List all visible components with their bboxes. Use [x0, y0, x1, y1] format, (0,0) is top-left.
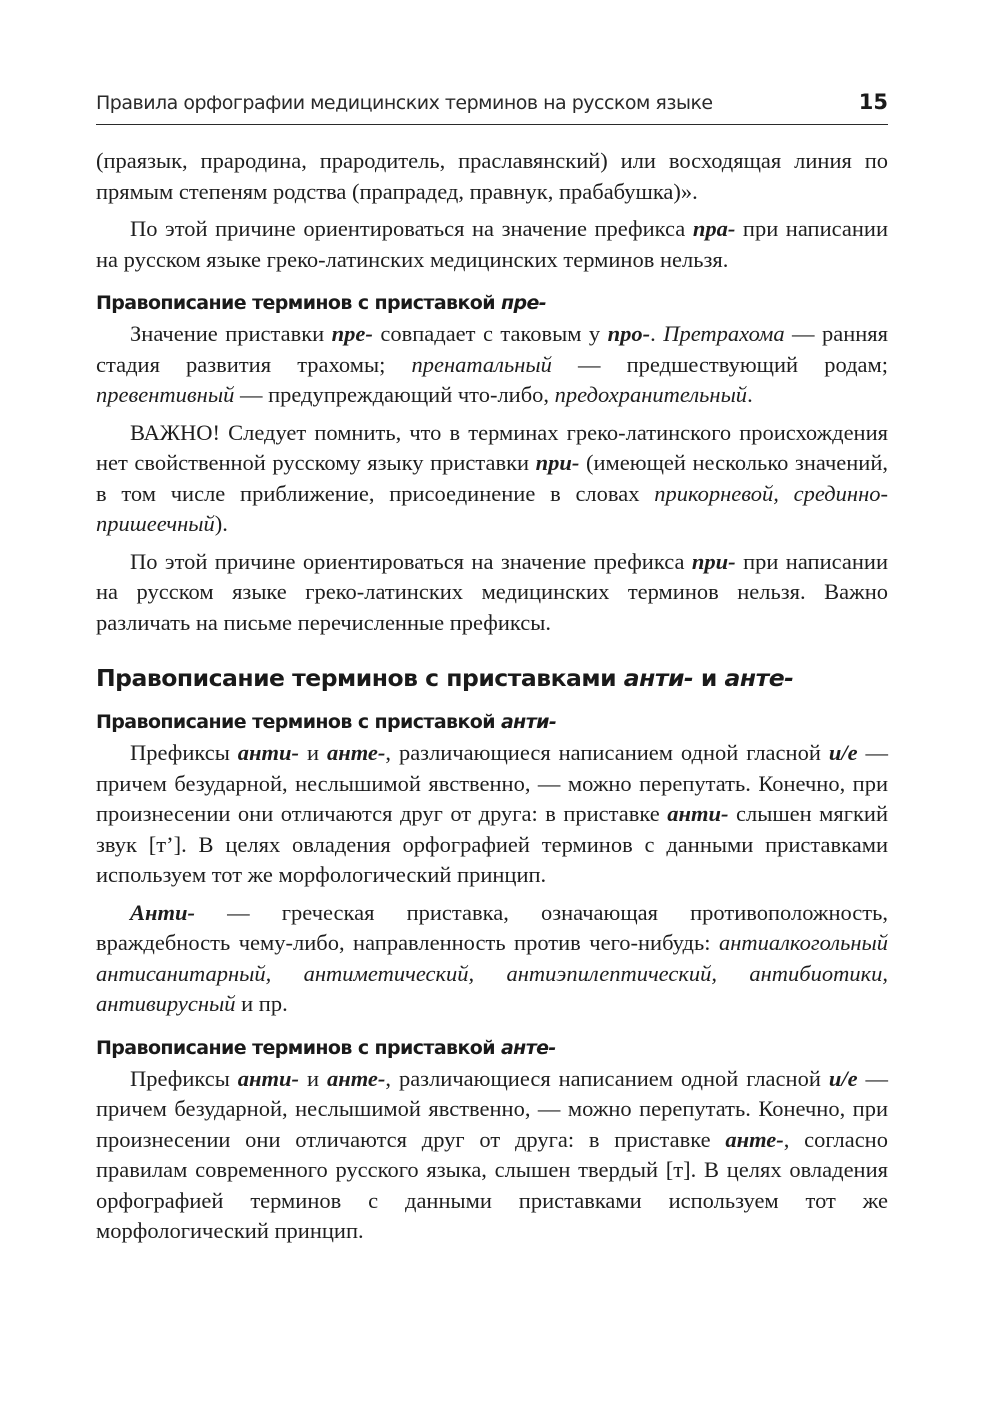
example-terms: антиалкогольный антисанитарный, антиметический, антиэпилептический, антибиотики, антивирусный [96, 930, 888, 1016]
page-number: 15 [858, 90, 888, 114]
subheading-pre: Правописание терминов с приставкой пре- [96, 292, 547, 314]
prefix-term: анти- [667, 801, 729, 826]
prefix-term: анти- [237, 740, 300, 765]
example-term: Претрахома [663, 321, 785, 346]
prefix-term: анте- [725, 1126, 784, 1152]
section-heading-anti-ante: Правописание терминов с приставками анти- и анте- [96, 664, 794, 692]
paragraph-pre-meaning: Значение приставки пре- совпадает с таковым у про-. Претрахома — ранняя стадия развития трахомы; пренатальный — предшествующий родам; превентивный — предупреждающий что-либо, предохранительный. [96, 321, 888, 407]
prefix-term: пра- [692, 216, 736, 241]
prefix-term: пре- [331, 321, 373, 346]
example-term: прикорневой, срединно-пришеечный [96, 480, 888, 536]
vowel-pair: и/е [828, 740, 858, 765]
prefix-term: при- [535, 450, 580, 475]
running-title: Правила орфографии медицинских терминов на русском языке [96, 92, 713, 114]
paragraph-important-note: ВАЖНО! Следует помнить, что в терминах греко-латинского происхождения нет свойственной русскому языку приставки при- (имеющей несколько значений, в том числе приближение, присоединение в словах прикорневой, срединно-пришеечный). [96, 419, 888, 536]
paragraph-anti-definition: Анти- — греческая приставка, означающая противоположность, враждебность чему-либо, направленность против чего-нибудь: антиалкогольный антисанитарный, антиметический, антиэпилептический, антибиотики, антивирусный и пр. [96, 899, 888, 1016]
example-term: предохранительный [554, 382, 748, 407]
prefix-term: анти- [237, 1065, 300, 1091]
prefix-term: анте- [326, 740, 386, 765]
vowel-pair: и/е [828, 1065, 858, 1091]
page-body [96, 146, 888, 1254]
paragraph-continuation: (праязык, прародина, прародитель, праславянский) или восходящая линия по прямым степеням родства (прапрадед, правнук, прабабушка)». [96, 148, 888, 204]
paragraph-anti-ante-difference: Префиксы анти- и анте-, различающиеся написанием одной гласной и/е — причем безударной, неслышимой явственно, — можно перепутать. Конечно, при произнесении они отличаются друг от друга: в приставке анти- слышен мягкий звук [т’]. В целях овладения орфографией терминов с данными приставками используем тот же морфологический принцип. [96, 740, 889, 887]
prefix-term: про- [607, 321, 651, 346]
prefix-term: Анти- [130, 899, 196, 925]
running-head [96, 88, 888, 125]
paragraph-pra-conclusion: По этой причине ориентироваться на значение префикса пра- при написании на русском языке греко-латинских медицинских терминов нельзя. [96, 216, 888, 272]
example-term: превентивный [96, 382, 235, 407]
subheading-ante: Правописание терминов с приставкой анте- [96, 1036, 556, 1059]
paragraph-pri-conclusion: По этой причине ориентироваться на значение префикса при- при написании на русском языке греко-латинских медицинских терминов нельзя. Важно различать на письме перечисленные префиксы. [96, 548, 888, 635]
paragraph-ante-difference: Префиксы анти- и анте-, различающиеся написанием одной гласной и/е — причем безударной, неслышимой явственно, — можно перепутать. Конечно, при произнесении они отличаются друг от друга: в приставке анте-, согласно правилам современного русского языка, слышен твердый [т]. В целях овладения орфографией терминов с данными приставками используем тот же морфологический принцип. [96, 1065, 889, 1243]
prefix-term: анте- [326, 1065, 386, 1091]
example-term: пренатальный [411, 351, 552, 377]
subheading-anti: Правописание терминов с приставкой анти- [96, 711, 557, 733]
prefix-term: при- [691, 548, 736, 574]
